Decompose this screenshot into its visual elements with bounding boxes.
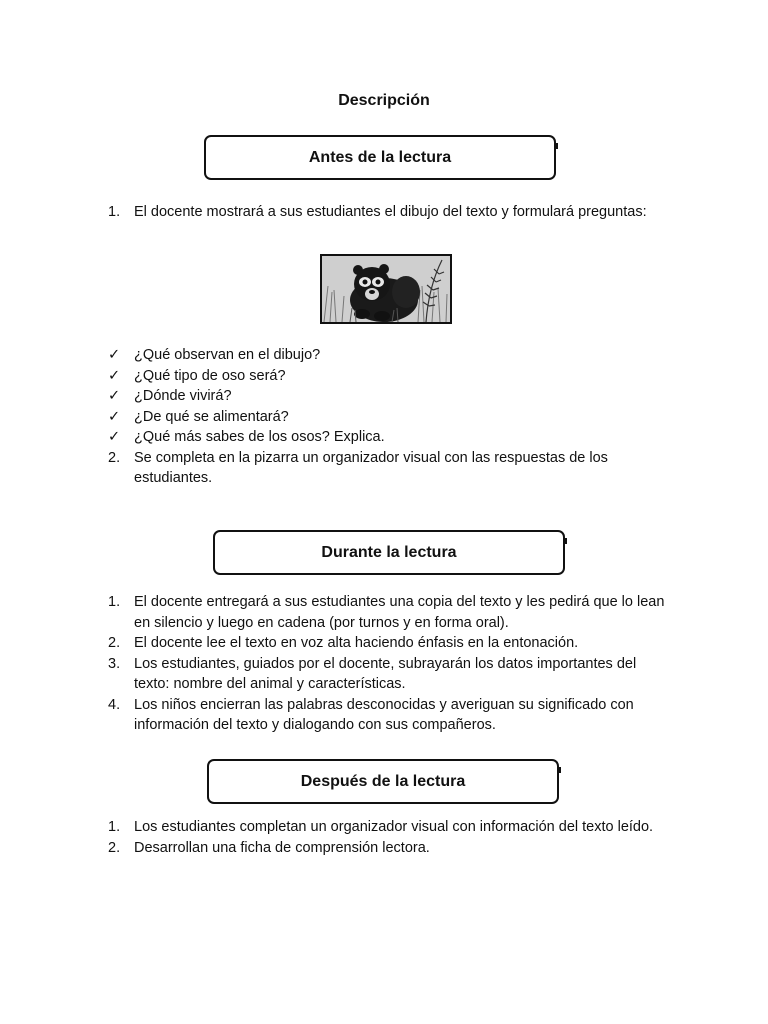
- check-item: [108, 345, 668, 366]
- list-item: [108, 817, 668, 838]
- antes-list-top: [108, 202, 668, 223]
- list-item: [108, 633, 668, 654]
- checkmark-icon: ✓: [108, 347, 121, 363]
- list-item-text: El docente lee el texto en voz alta haciendo énfasis en la entonación.: [134, 635, 579, 651]
- durante-list: [108, 592, 668, 736]
- list-marker: 4.: [108, 696, 121, 713]
- list-marker: 2.: [108, 839, 121, 856]
- checkmark-icon: ✓: [108, 367, 121, 384]
- check-item: [108, 386, 668, 407]
- page-title: Descripción: [338, 92, 430, 109]
- section-heading-despues: Después de la lectura: [207, 759, 559, 804]
- list-item: [108, 654, 668, 695]
- list-item-text: El docente entregará a sus estudiantes una copia del texto y les pedirá que lo lean en silencio y luego en cadena (por turnos y en forma oral).: [134, 594, 665, 631]
- antes-list-bottom: [108, 345, 668, 489]
- check-item-text: ¿Qué tipo de oso será?: [134, 367, 286, 384]
- list-marker: 1.: [108, 819, 121, 835]
- list-item-text: El docente mostrará a sus estudiantes el dibujo del texto y formulará preguntas:: [134, 204, 647, 220]
- checkmark-icon: ✓: [108, 429, 121, 445]
- section-heading-antes: Antes de la lectura: [204, 135, 556, 180]
- list-item-text: Los estudiantes completan un organizador visual con información del texto leído.: [134, 819, 654, 835]
- check-item-text: ¿Qué observan en el dibujo?: [134, 347, 321, 363]
- list-item: [108, 448, 668, 489]
- list-item: [108, 838, 668, 859]
- check-item-text: ¿De qué se alimentará?: [134, 408, 289, 425]
- check-item: [108, 366, 668, 387]
- checkmark-icon: ✓: [108, 408, 121, 425]
- spectacled-bear-icon: [322, 256, 450, 322]
- check-item: [108, 427, 668, 448]
- list-item-text: Los niños encierran las palabras desconocidas y averiguan su significado con información del texto y dialogando con sus compañeros.: [134, 696, 634, 733]
- list-item: [108, 592, 668, 633]
- bear-illustration: [320, 254, 452, 324]
- list-marker: 3.: [108, 655, 121, 672]
- list-item: [108, 202, 668, 223]
- list-marker: 1.: [108, 594, 121, 610]
- check-item-text: ¿Dónde vivirá?: [134, 388, 232, 404]
- list-item-text: Los estudiantes, guiados por el docente, subrayarán los datos importantes del texto: nombre del animal y características.: [134, 655, 637, 692]
- list-marker: 2.: [108, 449, 121, 466]
- list-marker: 2.: [108, 635, 121, 651]
- list-marker: 1.: [108, 204, 121, 220]
- checkmark-icon: ✓: [108, 388, 121, 404]
- despues-list: [108, 817, 668, 858]
- list-item-text: Desarrollan una ficha de comprensión lectora.: [134, 839, 430, 856]
- check-item: [108, 407, 668, 428]
- list-item-text: Se completa en la pizarra un organizador visual con las respuestas de los estudiantes.: [134, 449, 608, 486]
- check-item-text: ¿Qué más sabes de los osos? Explica.: [134, 429, 385, 445]
- section-heading-durante: Durante la lectura: [213, 530, 565, 575]
- list-item: [108, 695, 668, 736]
